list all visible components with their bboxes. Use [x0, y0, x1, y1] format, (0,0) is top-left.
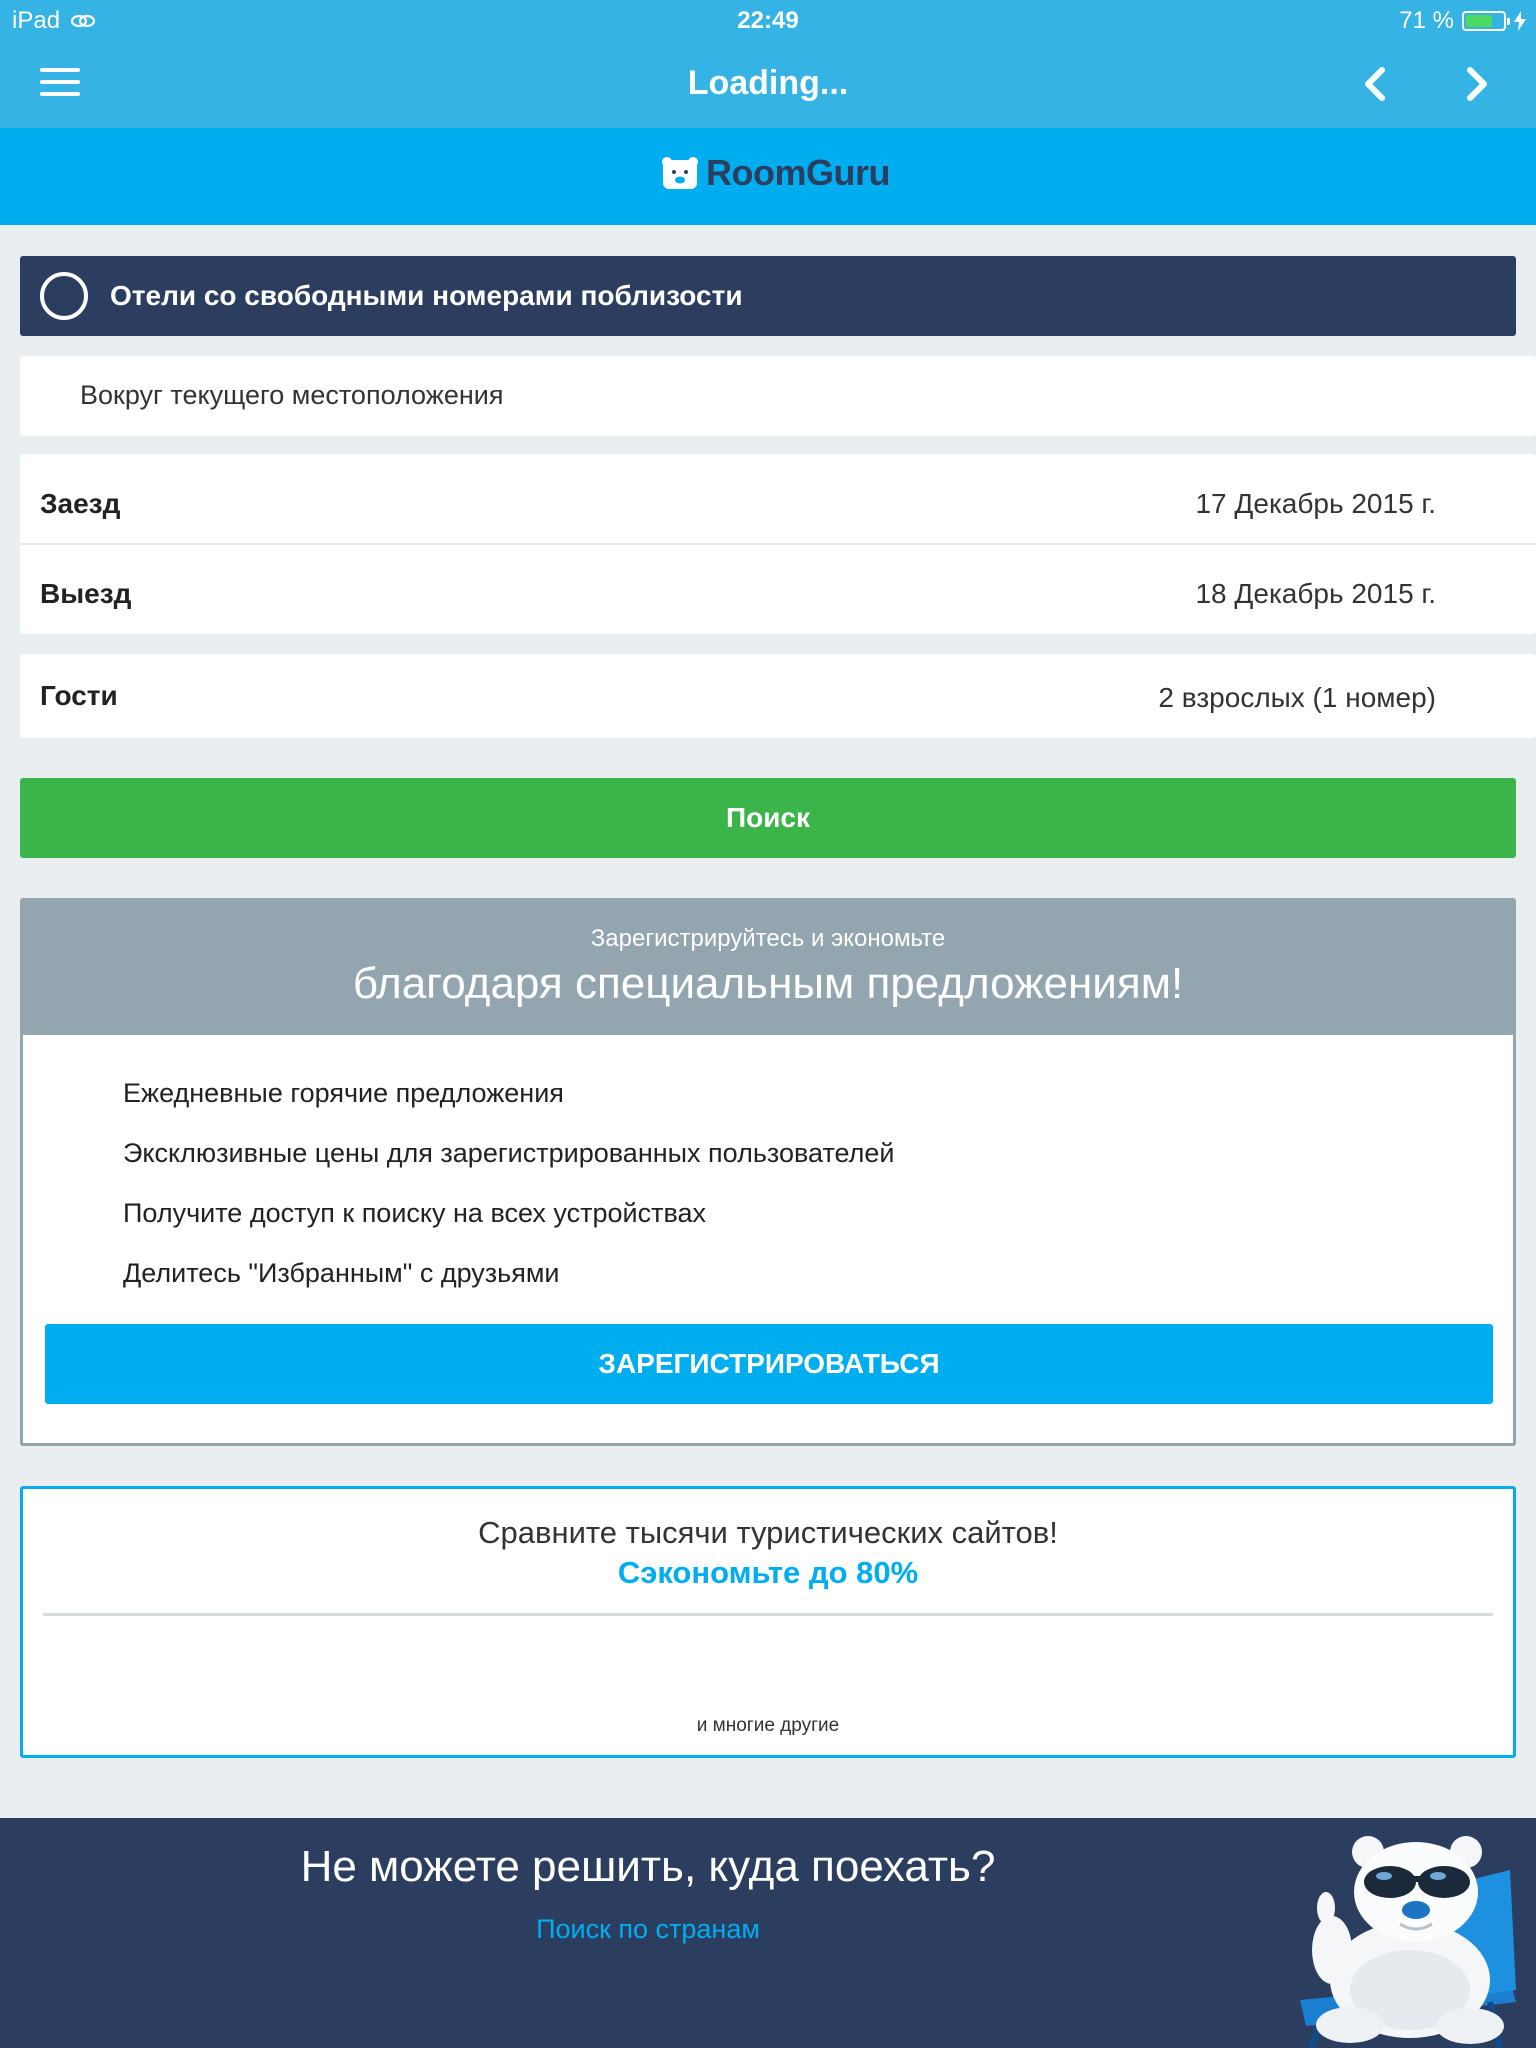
promo-subtitle: Зарегистрируйтесь и экономьте	[590, 925, 946, 952]
register-button[interactable]: ЗАРЕГИСТРИРОВАТЬСЯ	[45, 1324, 1493, 1404]
checkin-row[interactable]	[20, 454, 1536, 544]
compare-headline: Сравните тысячи туристических сайтов!	[478, 1515, 1058, 1550]
radio-circle-icon[interactable]	[40, 272, 88, 320]
device-label: iPad	[12, 7, 61, 34]
brand-name-room: Room	[706, 152, 806, 193]
charging-icon	[1514, 11, 1526, 31]
battery-percent: 71 %	[1399, 7, 1454, 34]
nav-title: Loading...	[687, 64, 849, 102]
battery-icon	[1462, 11, 1506, 31]
compare-more-text: и многие другие	[696, 1715, 840, 1736]
compare-divider	[43, 1613, 1493, 1616]
location-text: Вокруг текущего местоположения	[80, 380, 504, 410]
bear-logo-icon	[660, 155, 700, 191]
status-time: 22:49	[737, 7, 799, 34]
bear-mascot-image	[1280, 1830, 1536, 2048]
compare-sites-card	[20, 1486, 1516, 1758]
promo-title: благодаря специальным предложениям!	[352, 959, 1184, 1008]
compare-savings: Сэкономьте до 80%	[617, 1555, 919, 1590]
checkout-row[interactable]	[20, 544, 1536, 634]
status-right	[1399, 7, 1526, 35]
guests-label: Гости	[40, 680, 118, 711]
nearby-hotels-toggle[interactable]	[20, 256, 1516, 336]
benefit-item: Эксклюзивные цены для зарегистрированных пользователей	[123, 1138, 895, 1168]
nearby-hotels-label: Отели со свободными номерами поблизости	[110, 280, 743, 311]
benefit-item: Ежедневные горячие предложения	[123, 1078, 564, 1108]
search-by-country-link[interactable]: Поиск по странам	[536, 1914, 760, 1944]
register-promo	[20, 898, 1516, 1446]
promo-header	[23, 901, 1513, 1035]
brand-bar	[0, 128, 1536, 225]
dates-card	[20, 454, 1536, 634]
guests-row[interactable]	[20, 654, 1536, 738]
benefit-item: Делитесь "Избранным" с друзьями	[123, 1258, 560, 1288]
status-bar	[0, 0, 1536, 40]
benefit-item: Получите доступ к поиску на всех устройствах	[123, 1198, 707, 1228]
battery-nub	[1507, 18, 1510, 25]
brand-name	[706, 152, 890, 194]
checkin-value: 17 Декабрь 2015 г.	[1195, 488, 1436, 519]
location-field[interactable]	[20, 356, 1536, 436]
brand-name-guru: Guru	[806, 152, 890, 193]
footer-question: Не можете решить, куда поехать?	[300, 1842, 996, 1891]
roomguru-logo[interactable]	[660, 152, 890, 194]
checkout-value: 18 Декабрь 2015 г.	[1195, 578, 1436, 609]
guests-card	[20, 654, 1536, 738]
checkin-label: Заезд	[40, 488, 121, 519]
forward-arrow-icon[interactable]	[1452, 60, 1500, 108]
nav-bar	[0, 40, 1536, 128]
back-arrow-icon[interactable]	[1352, 60, 1400, 108]
guests-value: 2 взрослых (1 номер)	[1158, 682, 1436, 713]
battery-fill	[1466, 15, 1492, 27]
search-button[interactable]: Поиск	[20, 778, 1516, 858]
checkout-label: Выезд	[40, 578, 132, 609]
